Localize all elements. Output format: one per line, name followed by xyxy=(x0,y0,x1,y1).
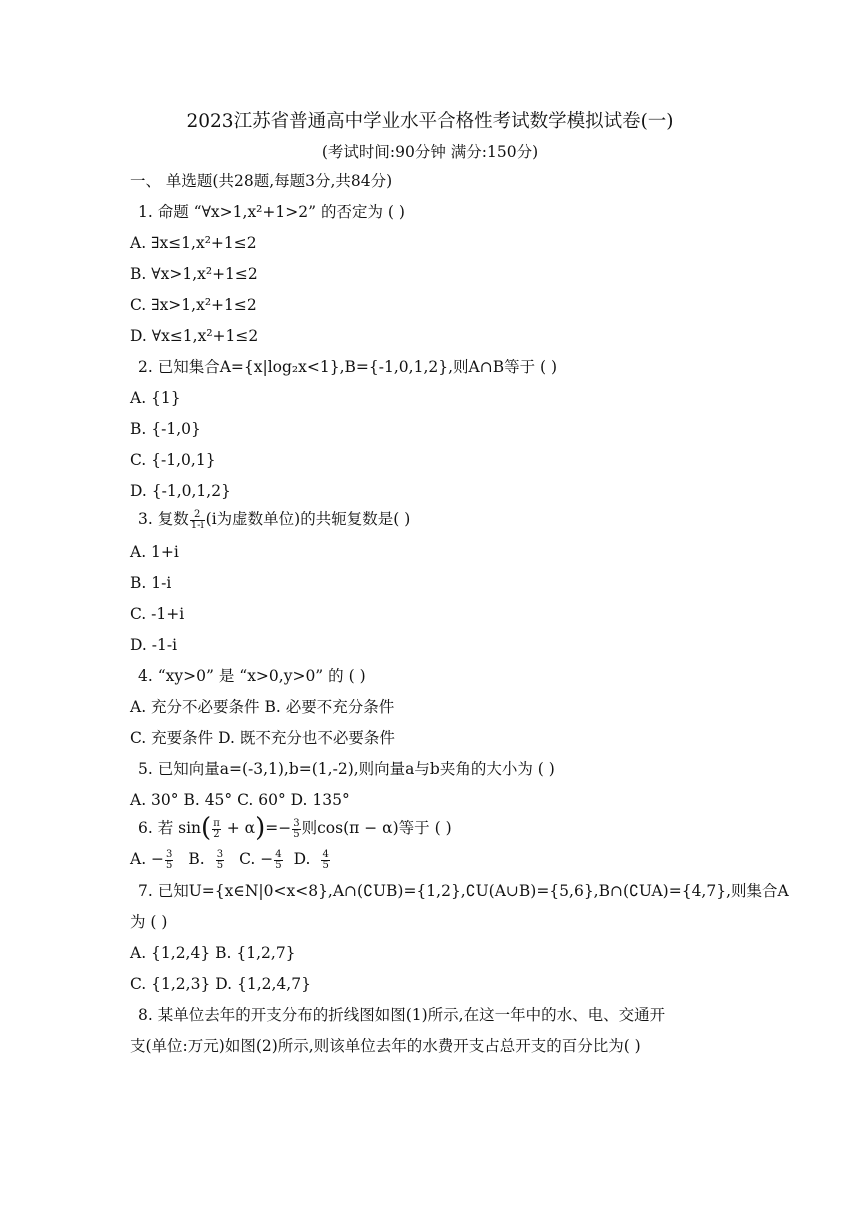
q6-option-a-numerator: 3 xyxy=(166,848,173,860)
exam-subtitle: (考试时间:90分钟 满分:150分) xyxy=(321,143,539,161)
q6-right-paren: ) xyxy=(255,813,266,843)
q6-option-d-label: D. xyxy=(293,850,311,868)
q6-option-c-label: C. − xyxy=(239,850,274,868)
q7-options-cd: C. {1,2,3} D. {1,2,4,7} xyxy=(130,975,311,993)
q2-option-d: D. {-1,0,1,2} xyxy=(130,482,231,500)
q6-option-a-label: A. − xyxy=(130,850,165,868)
q6-option-a-fraction xyxy=(165,850,173,871)
q6-inner-post: + α xyxy=(221,819,256,837)
q4-options-ab: A. 充分不必要条件 B. 必要不充分条件 xyxy=(130,698,395,716)
q3-option-d: D. -1-i xyxy=(130,636,178,654)
exam-title: 2023江苏省普通高中学业水平合格性考试数学模拟试卷(一) xyxy=(186,111,674,132)
q6-option-a-denominator: 5 xyxy=(166,859,173,871)
q3-stem-pre: 3. 复数 xyxy=(138,510,189,528)
q6-left-paren: ( xyxy=(201,813,212,843)
q6-result-numerator: 3 xyxy=(293,817,300,829)
q8-stem-line2: 支(单位:万元)如图(2)所示,则该单位去年的水费开支占总开支的百分比为( ) xyxy=(130,1037,641,1055)
q6-stem-pre: 6. 若 sin xyxy=(138,819,202,837)
q4-stem: 4. “xy>0” 是 “x>0,y>0” 的 ( ) xyxy=(138,667,366,685)
q6-option-b-fraction xyxy=(216,850,224,871)
q2-option-a: A. {1} xyxy=(130,389,181,407)
q4-options-cd: C. 充要条件 D. 既不充分也不必要条件 xyxy=(130,729,395,747)
q1-option-c: C. ∃x>1,x²+1≤2 xyxy=(130,296,257,314)
q6-stem xyxy=(138,813,452,843)
q3-option-a: A. 1+i xyxy=(130,543,179,561)
q3-fraction xyxy=(190,510,205,531)
q6-stem-post: 则cos(π − α)等于 ( ) xyxy=(301,819,452,837)
q6-option-b-numerator: 3 xyxy=(216,848,224,860)
q7-stem-line1: 7. 已知U={x∈N|0<x<8},A∩(∁UB)={1,2},∁U(A∪B)={5,6},B∩(∁UA)={4,7},则集合A xyxy=(138,882,789,900)
q6-inner-fraction xyxy=(212,819,221,840)
q6-inner-numerator: π xyxy=(213,817,220,829)
q6-option-b-denominator: 5 xyxy=(216,859,224,871)
q6-result-denominator: 5 xyxy=(293,828,300,840)
q3-stem xyxy=(138,508,410,531)
q6-option-c-denominator: 5 xyxy=(275,859,282,871)
q8-stem-line1: 8. 某单位去年的开支分布的折线图如图(1)所示,在这一年中的水、电、交通开 xyxy=(138,1006,666,1024)
q6-option-d-fraction xyxy=(321,850,329,871)
q1-stem: 1. 命题 “∀x>1,x²+1>2” 的否定为 ( ) xyxy=(138,203,405,221)
q6-equals: =− xyxy=(265,819,292,837)
q6-option-b-label: B. xyxy=(188,850,205,868)
q2-option-c: C. {-1,0,1} xyxy=(130,451,216,469)
q3-fraction-numerator: 2 xyxy=(190,510,205,521)
q3-option-b: B. 1-i xyxy=(130,574,172,592)
q5-options: A. 30° B. 45° C. 60° D. 135° xyxy=(130,791,350,809)
q2-stem: 2. 已知集合A={x|log₂x<1},B={-1,0,1,2},则A∩B等于 ( ) xyxy=(138,358,558,376)
q1-option-a: A. ∃x≤1,x²+1≤2 xyxy=(130,234,257,252)
q2-option-b: B. {-1,0} xyxy=(130,420,201,438)
q3-stem-post: (i为虚数单位)的共轭复数是( ) xyxy=(205,510,411,528)
q3-option-c: C. -1+i xyxy=(130,605,185,623)
q1-option-d: D. ∀x≤1,x²+1≤2 xyxy=(130,327,259,345)
q6-option-d-denominator: 5 xyxy=(322,859,329,871)
q6-options xyxy=(130,848,331,871)
q6-option-c-fraction xyxy=(274,850,282,871)
q6-result-fraction xyxy=(292,819,300,840)
q5-stem: 5. 已知向量a=(-3,1),b=(1,-2),则向量a与b夹角的大小为 ( ) xyxy=(138,760,555,778)
q3-fraction-denominator: 1-i xyxy=(190,519,204,531)
q6-inner-denominator: 2 xyxy=(213,828,220,840)
section-heading: 一、 单选题(共28题,每题3分,共84分) xyxy=(130,172,393,190)
q7-options-ab: A. {1,2,4} B. {1,2,7} xyxy=(130,944,296,962)
q6-option-c-numerator: 4 xyxy=(275,848,282,860)
q1-option-b: B. ∀x>1,x²+1≤2 xyxy=(130,265,258,283)
q7-stem-line2: 为 ( ) xyxy=(130,913,168,931)
q6-option-d-numerator: 4 xyxy=(322,848,329,860)
